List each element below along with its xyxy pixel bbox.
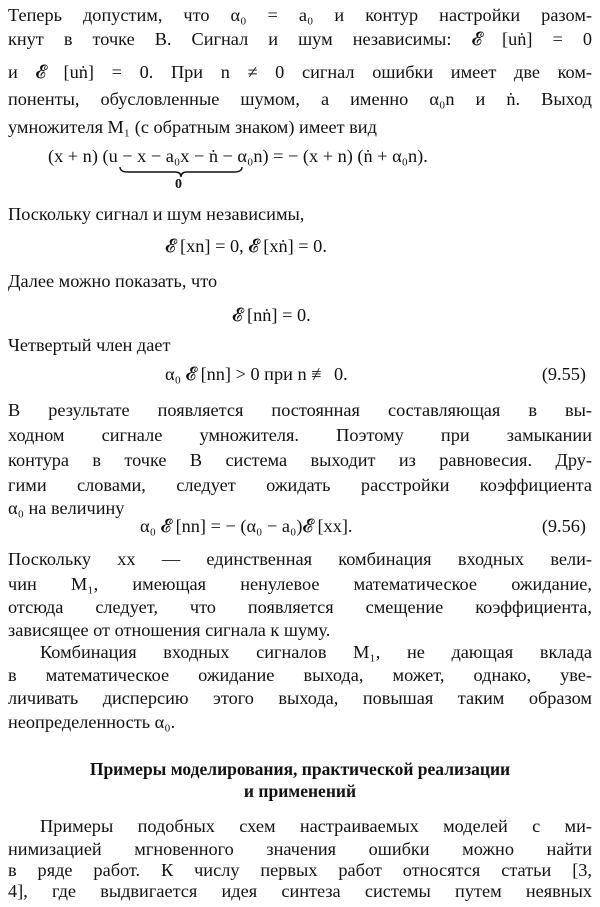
text-line: нимизацией мгновенного значения ошибки можно найти [8,839,592,859]
text-line: Примеры подобных схем настраиваемых моделей с ми- [40,816,592,836]
text-line: Далее можно показать, что [8,271,218,291]
section-heading: и применений [243,781,357,801]
text-line: Поскольку xx — единственная комбинация входных вели- [8,549,592,569]
text-line: чин M₁, имеющая ненулевое математическое ожидание, [8,574,592,594]
section-heading: Примеры моделирования, практической реализации [89,759,511,779]
text-line: в математическое ожидание выхода, может, однако, уве- [8,665,592,685]
text-line: в ряде работ. К числу первых работ относятся статьи [3, [8,860,592,880]
text-line: контура в точке B система выходит из равновесия. Дру- [8,450,592,470]
underbrace-label: 0 [175,177,182,192]
text-line: и 𝓔 [uṅ] = 0. При n ≠ 0 сигнал ошибки имеет две ком- [8,62,592,82]
equation-nn: 𝓔 [nṅ] = 0. [232,305,311,325]
text-line: неопределенность α₀. [8,712,176,732]
equation-9-56: α₀ 𝓔 [nn] = − (α₀ − a₀)𝓔 [xx]. [140,516,353,536]
text-line: ходном сигнале умножителя. Поэтому при замыкании [8,425,592,445]
text-line: α₀ на величину [8,498,125,518]
text-line: отсюда следует, что появляется смещение коэффициента, [8,597,592,617]
text-line: В результате появляется постоянная составляющая в вы- [8,400,592,420]
text-line: Четвертый член дает [8,335,171,355]
text-line: умножителя M₁ (с обратным знаком) имеет вид [8,117,377,137]
equation-number: (9.55) [541,364,586,384]
equation-9-55: α₀ 𝓔 [nn] > 0 при n ≢ 0. [165,364,348,384]
text-line: 4], где выдвигается идея синтеза системы путем неявных [8,881,592,901]
text-line: кнут в точке B. Сигнал и шум независимы: 𝓔 [uṅ] = 0 [8,29,592,49]
text-line: Комбинация входных сигналов M₁, не дающая вклада [40,642,592,662]
text-line: зависящее от отношения сигнала к шуму. [8,620,331,640]
equation-independent: 𝓔 [xn] = 0, 𝓔 [xṅ] = 0. [165,236,327,256]
text-line: поненты, обусловленные шумом, а именно α₀n и ṅ. Выход [8,89,592,109]
text-line: Теперь допустим, что α₀ = a₀ и контур настройки разом- [8,5,592,25]
equation-main: (x + n) (u − x − a₀x − ṅ − α₀n) = − (x + n) (ṅ + α₀n). [48,146,428,166]
equation-number: (9.56) [541,516,586,536]
text-line: Поскольку сигнал и шум независимы, [8,204,305,224]
text-line: личивать дисперсию этого выхода, повышая таким образом [8,688,592,708]
text-line: гими словами, следует ожидать расстройки коэффициента [8,475,592,495]
